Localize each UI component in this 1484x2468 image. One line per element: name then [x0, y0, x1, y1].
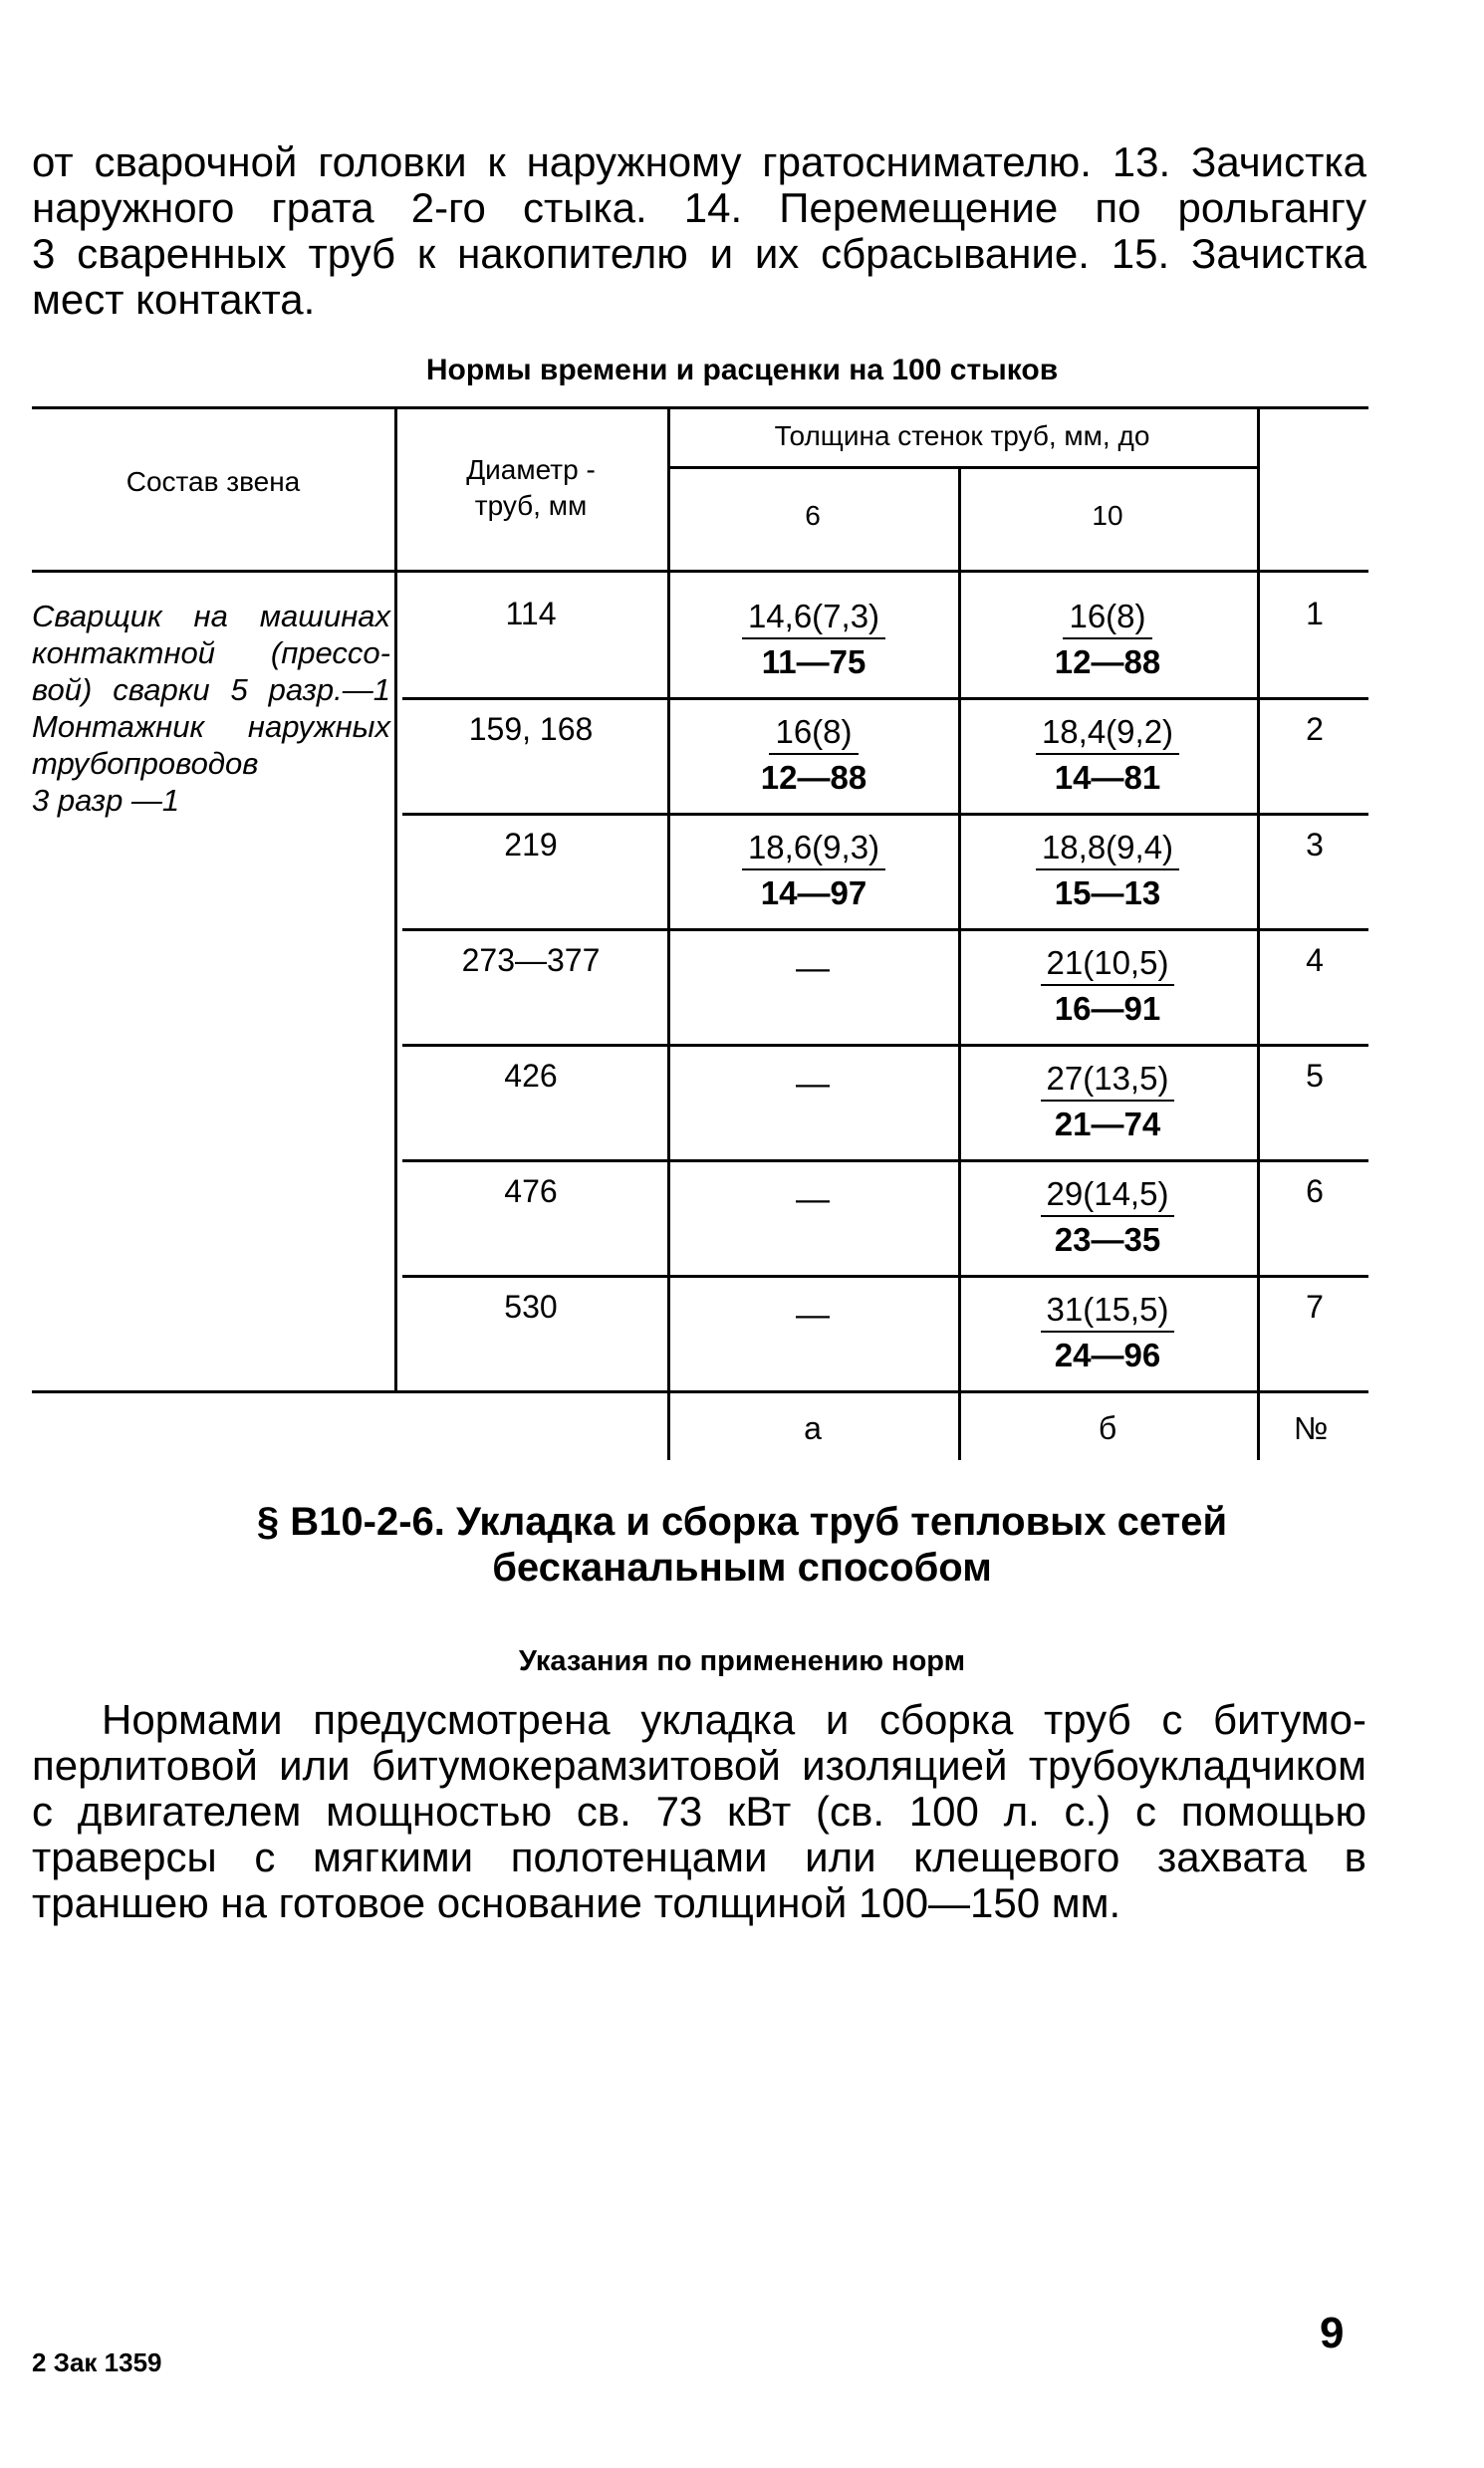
col-rule [394, 406, 397, 1390]
header-bottom-rule [32, 570, 1368, 573]
row-number: 3 [1306, 827, 1324, 863]
cell-norm-b [963, 942, 1252, 1030]
crew-line: Монтажник наружных [32, 709, 390, 744]
intro-line: от сварочной головки к наружному гратоснимателю. 13. Зачистка [32, 138, 1366, 185]
norm-time: 18,8(9,4) [1036, 827, 1179, 870]
cell-norm-b [963, 596, 1252, 683]
norm-time: 29(14,5) [1041, 1173, 1175, 1217]
section-title [0, 1499, 1484, 1591]
norm-rate: 11—75 [761, 643, 866, 680]
norm-rate: 12—88 [1054, 643, 1161, 680]
header-diameter-line1: Диаметр - [466, 454, 596, 485]
print-order-note: 2 Зак 1359 [32, 2347, 162, 2377]
cell-norm-b [963, 827, 1252, 914]
cell-dash: — [796, 1065, 830, 1103]
cell-norm-a [669, 596, 958, 683]
norm-rate: 16—91 [1054, 990, 1161, 1027]
column-letter-b: б [1098, 1410, 1117, 1446]
intro-line: 3 сваренных труб к накопителю и их сбрасывание. 15. Зачистка [32, 230, 1366, 277]
crew-line: вой) сварки 5 разр.—1 [32, 672, 390, 707]
norm-time: 16(8) [769, 711, 858, 755]
cell-norm-b [963, 1289, 1252, 1376]
norm-rate: 23—35 [1054, 1221, 1161, 1258]
crew-line: контактной (прессо- [32, 635, 390, 670]
body-line: с двигателем мощностью св. 73 кВт (св. 100 л. с.) с помощью [32, 1788, 1366, 1835]
row-rule [402, 1159, 1368, 1162]
table-bottom-rule [32, 1390, 1368, 1393]
norm-rate: 15—13 [1054, 874, 1161, 911]
cell-diameter: 159, 168 [468, 711, 594, 747]
cell-diameter: 219 [504, 827, 558, 863]
norm-time: 21(10,5) [1041, 942, 1175, 986]
table-caption: Нормы времени и расценки на 100 стыков [425, 354, 1059, 386]
norm-time: 27(13,5) [1041, 1058, 1175, 1102]
cell-diameter: 273—377 [461, 942, 601, 978]
cell-dash: — [796, 1296, 830, 1334]
crew-line: 3 разр —1 [32, 783, 180, 818]
row-rule [402, 697, 1368, 700]
body-line: траверсы с мягкими полотенцами или клещевого захвата в [32, 1834, 1366, 1880]
row-number: 5 [1306, 1058, 1324, 1094]
intro-paragraph [32, 139, 1366, 323]
norm-rate: 21—74 [1054, 1106, 1161, 1142]
row-number: 7 [1306, 1289, 1324, 1325]
norms-table [32, 406, 1368, 1462]
row-rule [402, 928, 1368, 931]
cell-norm-a [669, 711, 958, 799]
norm-rate: 12—88 [760, 759, 867, 796]
body-line: Нормами предусмотрена укладка и сборка труб с битумо- [102, 1696, 1366, 1743]
cell-norm-a [669, 827, 958, 914]
column-letter-a: а [804, 1410, 822, 1446]
norm-rate: 14—97 [760, 874, 867, 911]
row-number: 1 [1306, 596, 1324, 631]
row-number: 2 [1306, 711, 1324, 747]
header-col-10: 10 [1092, 500, 1123, 531]
col-rule [1257, 406, 1260, 1460]
norm-time: 16(8) [1063, 596, 1151, 639]
norm-rate: 14—81 [1054, 759, 1161, 796]
row-rule [402, 813, 1368, 816]
page-number: 9 [1320, 2309, 1345, 2357]
body-paragraph [32, 1697, 1366, 1926]
cell-norm-b [963, 711, 1252, 799]
cell-dash: — [796, 1180, 830, 1218]
cell-diameter: 114 [505, 596, 557, 631]
cell-diameter: 426 [504, 1058, 558, 1094]
cell-dash: — [796, 949, 830, 987]
row-number: 4 [1306, 942, 1324, 978]
section-title-line: бесканальным способом [492, 1546, 992, 1590]
row-rule [402, 1275, 1368, 1278]
header-diameter-line2: труб, мм [474, 490, 588, 521]
header-wall-thickness: Толщина стенок труб, мм, до [774, 420, 1150, 451]
column-number-sign: № [1293, 1410, 1329, 1446]
intro-line: наружного грата 2-го стыка. 14. Перемещение по рольгангу [32, 184, 1366, 231]
body-line: перлитовой или битумокерамзитовой изоляцией трубоукладчиком [32, 1742, 1366, 1789]
cell-norm-b [963, 1058, 1252, 1145]
cell-diameter: 476 [504, 1173, 558, 1209]
crew-line: трубопроводов [32, 746, 259, 781]
header-crew: Состав звена [125, 466, 301, 497]
crew-line: Сварщик на машинах [32, 599, 390, 633]
body-line: траншею на готовое основание толщиной 100—150 мм. [32, 1879, 1121, 1926]
cell-norm-b [963, 1173, 1252, 1261]
table-top-rule [32, 406, 1368, 409]
norm-rate: 24—96 [1054, 1337, 1161, 1373]
norm-time: 31(15,5) [1041, 1289, 1175, 1333]
section-title-line: § В10-2-6. Укладка и сборка труб тепловых сетей [256, 1500, 1228, 1544]
header-sub-rule [667, 466, 1257, 469]
norm-time: 18,6(9,3) [742, 827, 885, 870]
col-rule [958, 466, 961, 1460]
row-rule [402, 1044, 1368, 1047]
cell-diameter: 530 [504, 1289, 558, 1325]
norm-time: 18,4(9,2) [1036, 711, 1179, 755]
crew-description [32, 598, 390, 819]
norm-time: 14,6(7,3) [742, 596, 885, 639]
intro-line: мест контакта. [32, 276, 316, 323]
subheading: Указания по применению норм [518, 1645, 966, 1677]
row-number: 6 [1306, 1173, 1324, 1209]
header-col-6: 6 [805, 500, 821, 531]
